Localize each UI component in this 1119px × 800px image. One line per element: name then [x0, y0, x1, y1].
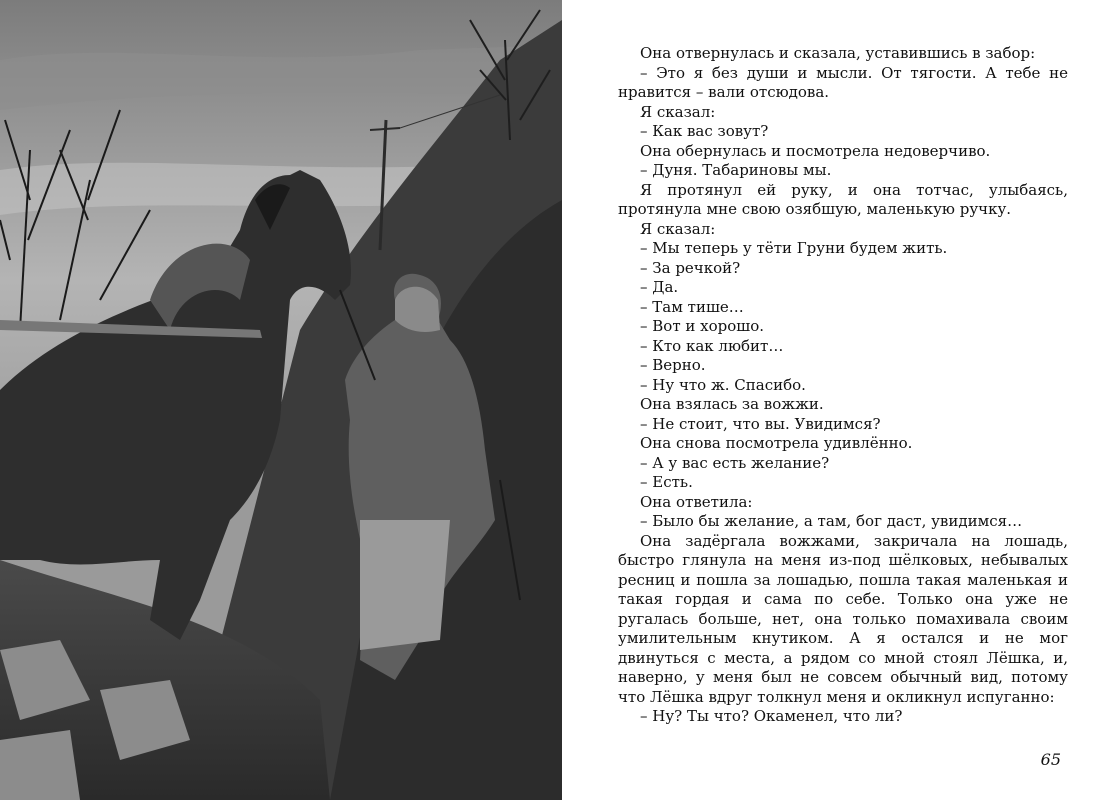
paragraph: – Было бы желание, а там, бог даст, увидимся… — [640, 512, 1023, 530]
paragraph: – Дуня. Табариновы мы. — [640, 161, 832, 179]
paragraph: Она ответила: — [640, 492, 753, 511]
paragraph: – Мы теперь у тёти Груни будем жить. — [640, 239, 948, 257]
paragraph: – Как вас зовут? — [640, 122, 769, 140]
paragraph: – Это я без души и мысли. От тягости. А тебе не нравится – вали отсюдова. — [618, 63, 1068, 101]
paragraph: Она обернулась и посмотрела недоверчиво. — [640, 141, 991, 160]
paragraph: – Вот и хорошо. — [640, 317, 765, 335]
paragraph: Она снова посмотрела удивлённо. — [640, 434, 913, 452]
paragraph: – За речкой? — [640, 258, 741, 277]
paragraph: – Верно. — [640, 356, 706, 374]
paragraph: – Ну что ж. Спасибо. — [640, 375, 806, 394]
text-page — [562, 0, 1119, 800]
paragraph: Она задёргала вожжами, закричала на лошадь, быстро глянула на меня из-под шёлковых, небывалых ресниц и пошла за лошадью, пошла такая маленькая и такая гордая и сама по себе. Только она уже не ругалась больше, нет, она только помахивала своим умилительным кнутиком. А я остался и не мог двинуться с места, а рядом со мной стоял Лёшка, и, наверно, у меня был не совсем обычный вид, потому что Лёшка вдруг толкнул меня и окликнул испуганно: — [618, 531, 1068, 706]
story-text — [618, 44, 1068, 727]
girl-skirt — [360, 520, 450, 650]
paragraph: – Ну? Ты что? Окаменел, что ли? — [640, 707, 903, 725]
paragraph: Она отвернулась и сказала, уставившись в забор: — [640, 44, 1036, 62]
paragraph: Я сказал: — [640, 102, 716, 121]
paragraph: – Есть. — [640, 473, 693, 491]
paragraph: Я протянул ей руку, и она тотчас, улыбаясь, протянула мне свою озябшую, маленькую ручку. — [618, 180, 1068, 218]
paragraph: Я сказал: — [640, 219, 716, 238]
paragraph: – Да. — [640, 278, 679, 296]
paragraph: – Кто как любит… — [640, 336, 784, 355]
page-number: 65 — [1040, 750, 1061, 769]
paragraph: – Там тише… — [640, 297, 744, 316]
paragraph: – А у вас есть желание? — [640, 453, 830, 472]
paragraph: – Не стоит, что вы. Увидимся? — [640, 414, 881, 433]
paragraph: Она взялась за вожжи. — [640, 395, 824, 413]
